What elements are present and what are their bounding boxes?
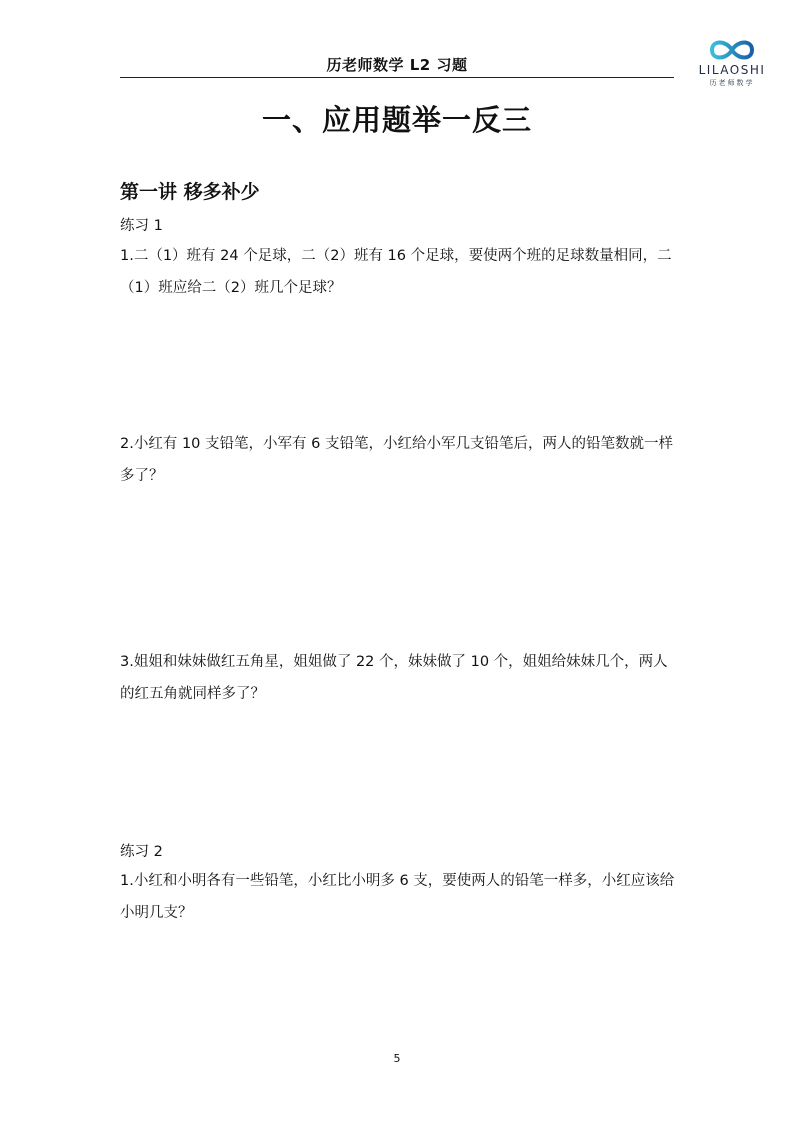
page-number: 5 xyxy=(393,1052,401,1065)
exercise-label-1: 练习 1 xyxy=(120,218,163,234)
problem-2-1: 1.小红和小明各有一些铅笔，小红比小明多 6 支，要使两人的铅笔一样多，小红应该给小明几支？ xyxy=(120,873,675,921)
header-title: 历老师数学 L2 习题 xyxy=(326,56,468,74)
problem-1-3: 3.姐姐和妹妹做红五角星，姐姐做了 22 个，妹妹做了 10 个，姐姐给妹妹几个，两人的红五角就同样多了？ xyxy=(120,654,668,702)
page-title: 一、应用题举一反三 xyxy=(261,103,532,137)
problem-1-1: 1.二（1）班有 24 个足球，二（2）班有 16 个足球，要使两个班的足球数量相同，二（1）班应给二（2）班几个足球？ xyxy=(120,248,672,296)
lecture-title: 第一讲 移多补少 xyxy=(120,181,260,203)
problem-1-2: 2.小红有 10 支铅笔，小军有 6 支铅笔，小红给小军几支铅笔后，两人的铅笔数就一样多了？ xyxy=(120,436,673,484)
infinity-logo-icon xyxy=(706,36,758,64)
header-divider xyxy=(120,77,674,78)
exercise-label-2: 练习 2 xyxy=(120,844,163,860)
brand-logo xyxy=(692,36,772,90)
logo-subtitle: 历老师数学 xyxy=(709,79,755,87)
logo-wordmark: LILAOSHI xyxy=(698,63,766,77)
